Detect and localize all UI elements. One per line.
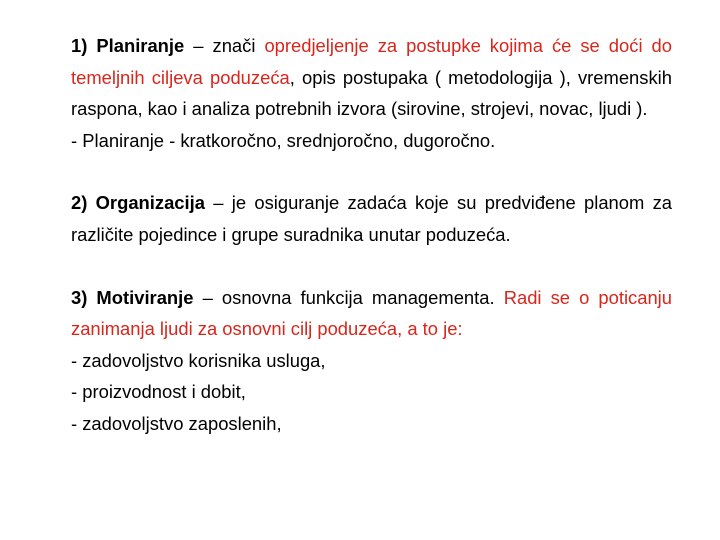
organizacija-description: – je osiguranje zadaća koje su predviđene planom za različite pojedince i grupe suradnika unutar poduzeća. — [71, 192, 673, 245]
planiranje-highlight: opredjeljenje za postupke kojima će se doći do temeljnih ciljeva poduzeća — [71, 35, 672, 88]
planiranje-types: - Planiranje - kratkoročno, srednjoročno, dugoročno. — [71, 129, 496, 151]
planiranje-dash: – znači — [184, 35, 265, 56]
motiviranje-description: – osnovna funkcija managementa. — [193, 286, 504, 308]
list-item: - zadovoljstvo zaposlenih, — [71, 412, 282, 434]
list-item: - zadovoljstvo korisnika usluga, — [71, 349, 326, 371]
organizacija-label: 2) Organizacija — [71, 192, 205, 214]
planiranje-label: 1) Planiranje — [71, 35, 185, 56]
motiviranje-highlight: Radi se o poticanju zanimanja ljudi za osnovni cilj poduzeća, a to je: — [71, 286, 672, 340]
planiranje-description: , opis postupaka ( metodologija ), vremenskih raspona, kao i analiza potrebnih izvora (sirovine, strojevi, novac, ljudi ). — [71, 66, 672, 120]
organizacija-paragraph — [71, 187, 672, 250]
motiviranje-label: 3) Motiviranje — [71, 286, 194, 308]
slide-content — [71, 30, 672, 440]
list-item: - proizvodnost i dobit, — [71, 381, 246, 403]
planiranje-paragraph — [71, 30, 672, 125]
motiviranje-paragraph — [71, 282, 672, 345]
